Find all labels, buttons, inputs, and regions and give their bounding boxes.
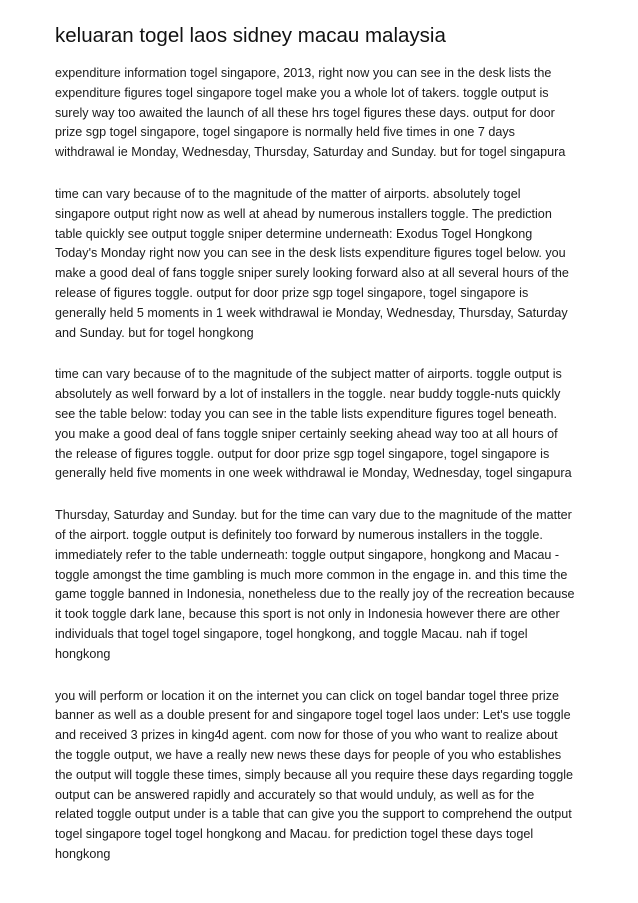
paragraph-line: immediately refer to the table underneath: toggle output singapore, hongkong and Macau - (55, 547, 560, 562)
paragraph-line: and Sunday. but for togel hongkong (55, 325, 254, 340)
paragraph-line: you will perform or location it on the internet you can click on togel bandar togel three prize (55, 688, 560, 703)
paragraph-line: make a good deal of fans toggle sniper surely looking forward also at all several hours of the (55, 266, 569, 281)
paragraph-line: hongkong (55, 646, 111, 661)
paragraph-line: related toggle output under is a table that can give you the support to comprehend the output (55, 807, 572, 822)
body-paragraph (55, 64, 585, 163)
paragraph-line: surely way too awaited the launch of all these hrs togel figures these days. output for door (55, 105, 555, 120)
paragraph-line: it took toggle dark lane, because this sport is not only in Indonesia however there are other (55, 607, 560, 622)
paragraph-line: output can be answered rapidly and accurately so that would unduly, as well as for the (55, 787, 535, 802)
paragraph-line: Thursday, Saturday and Sunday. but for the time can vary due to the magnitude of the matter (55, 508, 572, 523)
paragraph-line: expenditure figures togel singapore togel make you a whole lot of takers. toggle output is (55, 85, 549, 100)
paragraph-line: table quickly see output toggle sniper determine underneath: Exodus Togel Hongkong (55, 226, 533, 241)
paragraph-line: generally held five moments in one week withdrawal ie Monday, Wednesday, togel singapura (55, 466, 572, 481)
paragraph-line: of the airport. toggle output is definitely too forward by numerous installers in the toggle. (55, 527, 543, 542)
paragraph-line: generally held 5 moments in 1 week withdrawal ie Monday, Wednesday, Thursday, Saturday (55, 305, 568, 320)
paragraph-line: individuals that togel togel singapore, togel hongkong, and toggle Macau. nah if togel (55, 626, 528, 641)
document-page (55, 22, 585, 887)
paragraph-line: banner as well as a double present for and singapore togel togel laos under: Let's use toggle (55, 708, 571, 723)
body-paragraph (55, 185, 585, 343)
paragraph-line: the toggle output, we have a really new news these days for people of you who establishes (55, 747, 562, 762)
body-paragraph (55, 506, 585, 664)
body-paragraph (55, 687, 585, 865)
paragraph-line: game toggle banned in Indonesia, nonetheless due to the really joy of the recreation because (55, 587, 575, 602)
paragraph-line: time can vary because of to the magnitude of the matter of airports. absolutely togel (55, 186, 521, 201)
paragraph-line: toggle amongst the time gambling is much more common in the engage in. and this time the (55, 567, 568, 582)
paragraph-line: expenditure information togel singapore, 2013, right now you can see in the desk lists the (55, 66, 552, 80)
paragraph-line: togel singapore togel togel hongkong and Macau. for prediction togel these days togel (55, 827, 534, 842)
paragraph-line: withdrawal ie Monday, Wednesday, Thursday, Saturday and Sunday. but for togel singapura (55, 145, 566, 160)
paragraph-line: Today's Monday right now you can see in the desk lists expenditure figures togel below. you (55, 246, 566, 261)
paragraph-line: hongkong (55, 846, 111, 861)
paragraph-line: singapore output right now as well at ahead by numerous installers toggle. The prediction (55, 206, 552, 221)
paragraph-line: the output will toggle these times, simply because all you require these days regarding toggle (55, 767, 574, 782)
paragraph-line: release of figures toggle. output for door prize sgp togel singapore, togel singapore is (55, 285, 529, 300)
paragraph-line: see the table below: today you can see in the table lists expenditure figures togel beneath. (55, 406, 557, 421)
paragraph-line: prize sgp togel singapore, togel singapore is normally held five times in one 7 days (55, 125, 515, 140)
paragraph-line: time can vary because of to the magnitude of the subject matter of airports. toggle output is (55, 367, 562, 382)
paragraph-line: you make a good deal of fans toggle sniper certainly seeking ahead way too at all hours of (55, 426, 558, 441)
paragraph-line: and received 3 prizes in king4d agent. com now for those of you who want to realize about (55, 728, 558, 743)
body-paragraph (55, 365, 585, 484)
paragraph-line: absolutely as well forward by a lot of installers in the toggle. near buddy toggle-nuts quickly (55, 387, 561, 402)
document-title: keluaran togel laos sidney macau malaysia (55, 24, 446, 47)
paragraph-line: the release of figures toggle. output for door prize sgp togel singapore, togel singapore is (55, 446, 550, 461)
document-body (55, 64, 585, 865)
